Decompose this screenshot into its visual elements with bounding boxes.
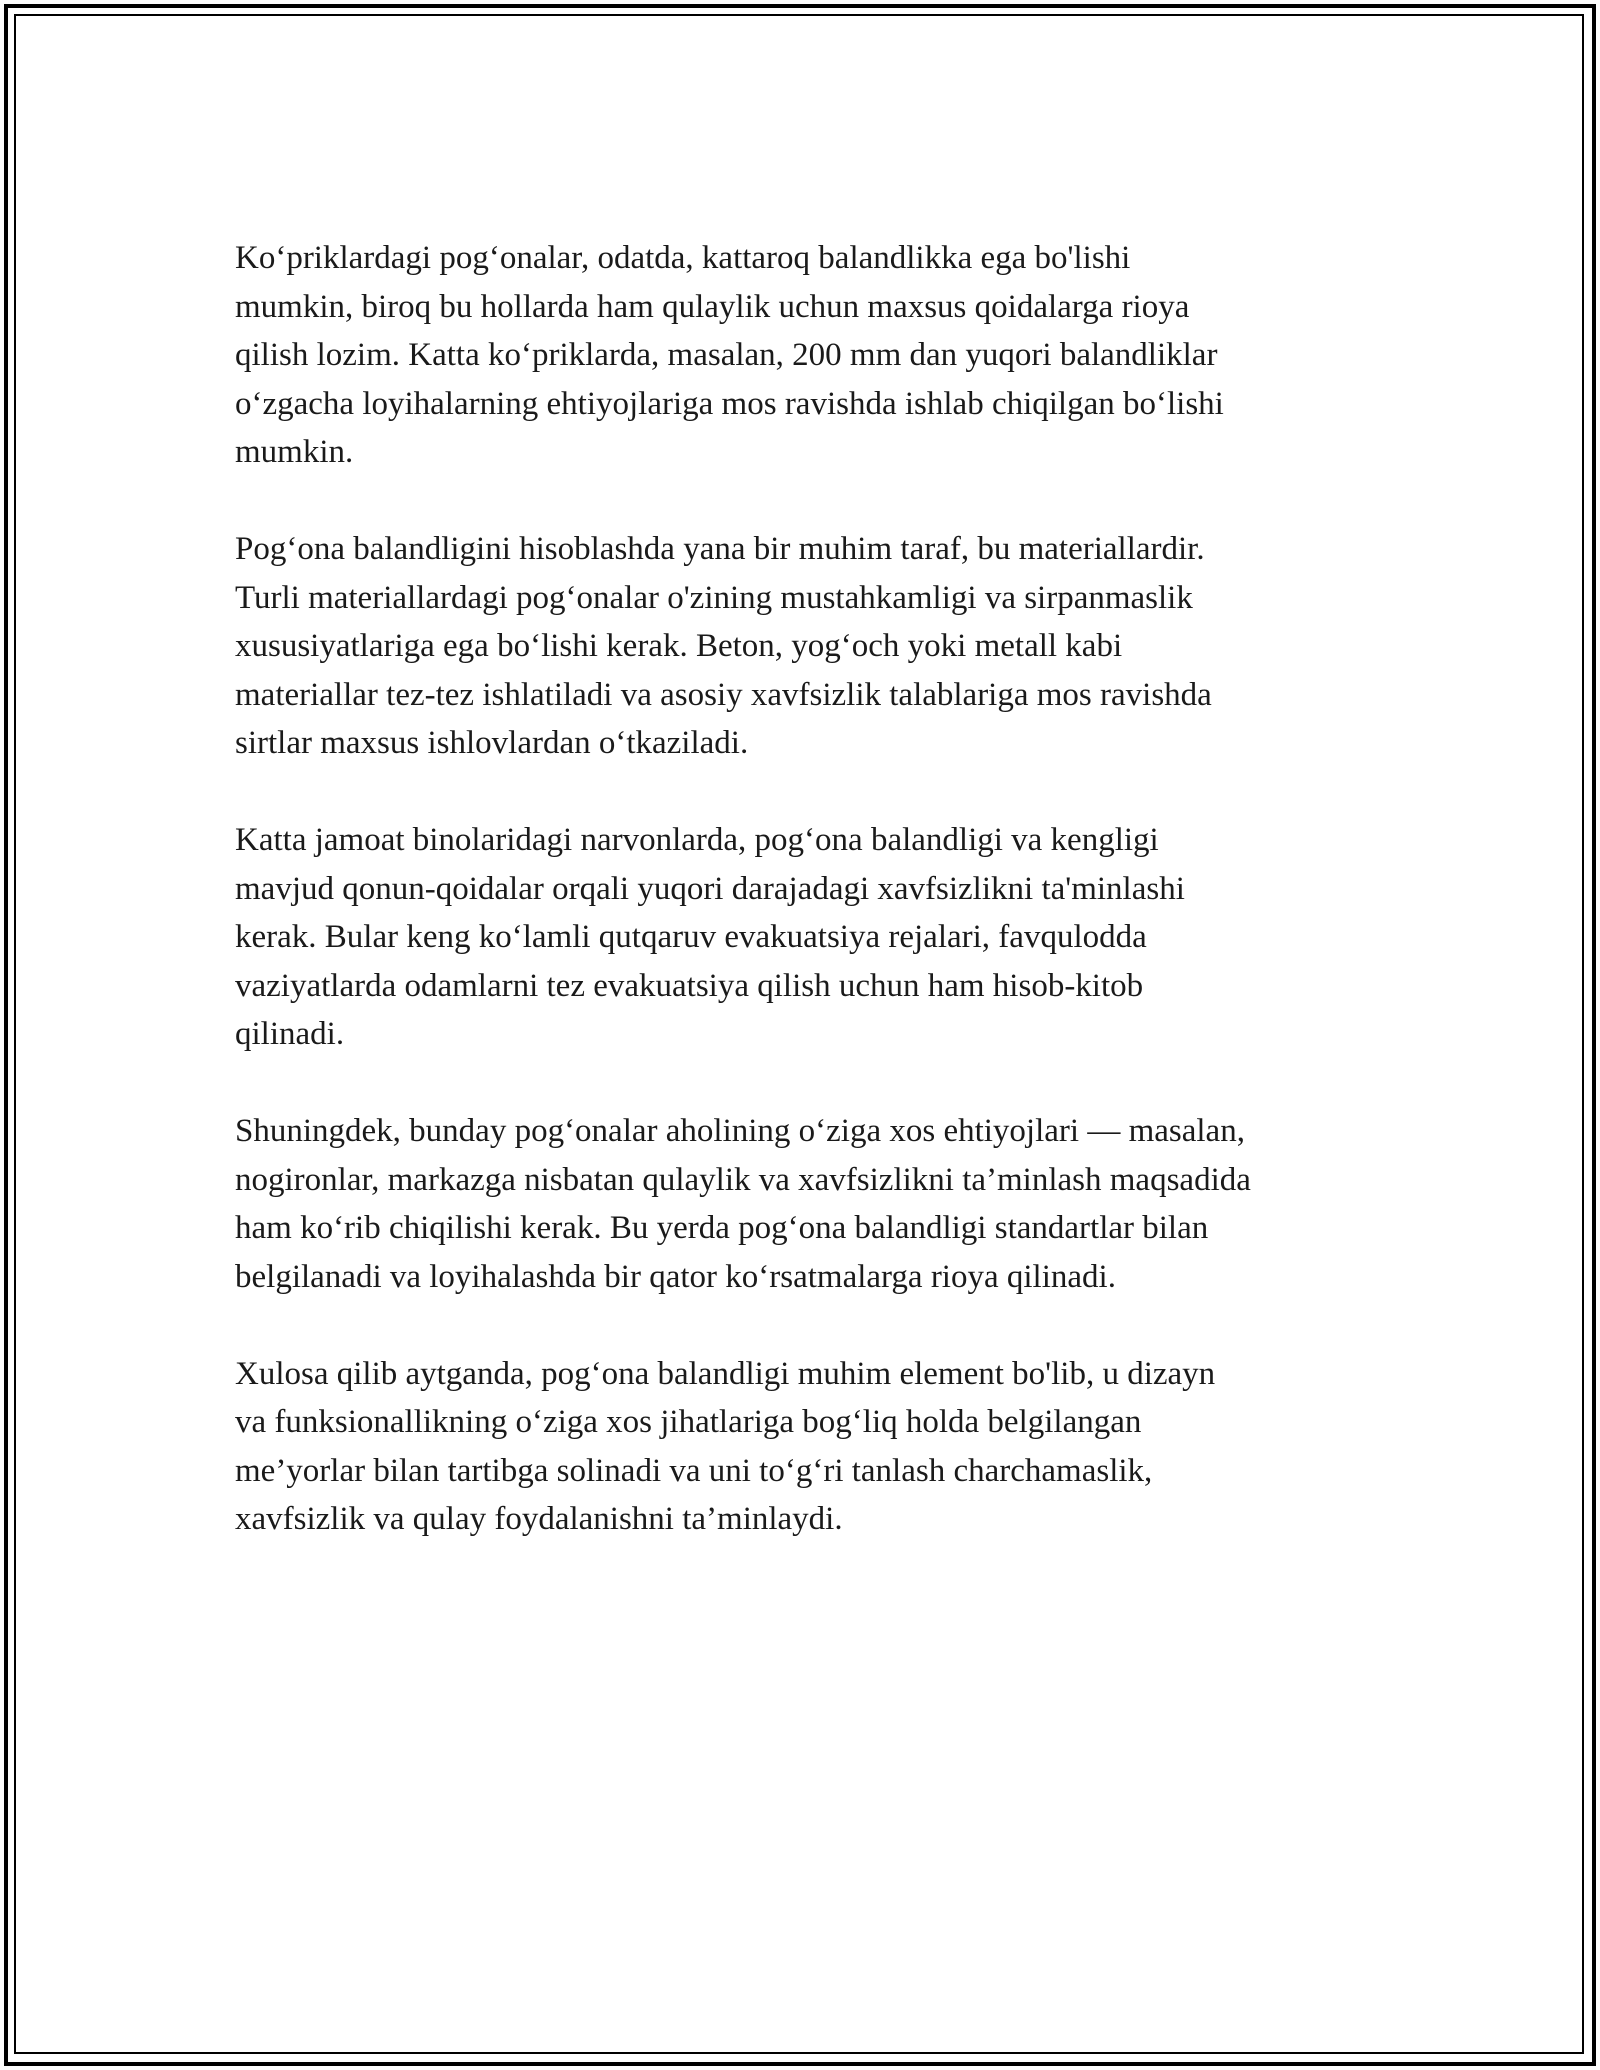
text-line: Ko‘priklardagi pog‘onalar, odatda, kattaroq balandlikka ega bo'lishi (235, 240, 1131, 276)
text-line: Turli materiallardagi pog‘onalar o'zining mustahkamligi va sirpanmaslik (235, 579, 1193, 616)
paragraph-accessibility (235, 1107, 1375, 1301)
document-body (235, 234, 1375, 1592)
text-line: qilish lozim. Katta ko‘priklarda, masalan, 200 mm dan yuqori balandliklar (235, 337, 1218, 373)
text-line: mumkin, biroq bu hollarda ham qulaylik uchun maxsus qoidalarga rioya (235, 288, 1190, 325)
text-line: mumkin. (235, 434, 354, 470)
text-line: me’yorlar bilan tartibga solinadi va uni to‘g‘ri tanlash charchamaslik, (235, 1452, 1153, 1489)
text-line: mavjud qonun-qoidalar orqali yuqori darajadagi xavfsizlikni ta'minlashi (235, 870, 1185, 907)
text-line: ham ko‘rib chiqilishi kerak. Bu yerda pog‘ona balandligi standartlar bilan (235, 1210, 1209, 1246)
paragraph-public-buildings (235, 816, 1375, 1059)
text-line: kerak. Bular keng ko‘lamli qutqaruv evakuatsiya rejalari, favqulodda (235, 919, 1147, 955)
text-line: belgilanadi va loyihalashda bir qator ko‘rsatmalarga rioya qilinadi. (235, 1258, 1116, 1295)
text-line: materiallar tez-tez ishlatiladi va asosiy xavfsizlik talablariga mos ravishda (235, 676, 1212, 713)
text-line: vaziyatlarda odamlarni tez evakuatsiya qilish uchun ham hisob-kitob (235, 967, 1144, 1004)
text-line: Shuningdek, bunday pog‘onalar aholining o‘ziga xos ehtiyojlari — masalan, (235, 1113, 1245, 1149)
text-line: va funksionallikning o‘ziga xos jihatlariga bog‘liq holda belgilangan (235, 1404, 1142, 1440)
text-line: xususiyatlariga ega bo‘lishi kerak. Beton, yog‘och yoki metall kabi (235, 628, 1123, 664)
paragraph-materials (235, 525, 1375, 768)
text-line: qilinadi. (235, 1016, 345, 1052)
text-line: Xulosa qilib aytganda, pog‘ona balandligi muhim element bo'lib, u dizayn (235, 1355, 1216, 1392)
text-line: xavfsizlik va qulay foydalanishni ta’minlaydi. (235, 1501, 843, 1537)
text-line: Katta jamoat binolaridagi narvonlarda, pog‘ona balandligi va kengligi (235, 822, 1159, 858)
text-line: o‘zgacha loyihalarning ehtiyojlariga mos ravishda ishlab chiqilgan bo‘lishi (235, 385, 1224, 422)
paragraph-bridges (235, 234, 1375, 477)
text-line: Pog‘ona balandligini hisoblashda yana bir muhim taraf, bu materiallardir. (235, 531, 1205, 567)
text-line: sirtlar maxsus ishlovlardan o‘tkaziladi. (235, 725, 749, 761)
paragraph-conclusion (235, 1350, 1375, 1544)
text-line: nogironlar, markazga nisbatan qulaylik va xavfsizlikni ta’minlash maqsadida (235, 1161, 1251, 1198)
